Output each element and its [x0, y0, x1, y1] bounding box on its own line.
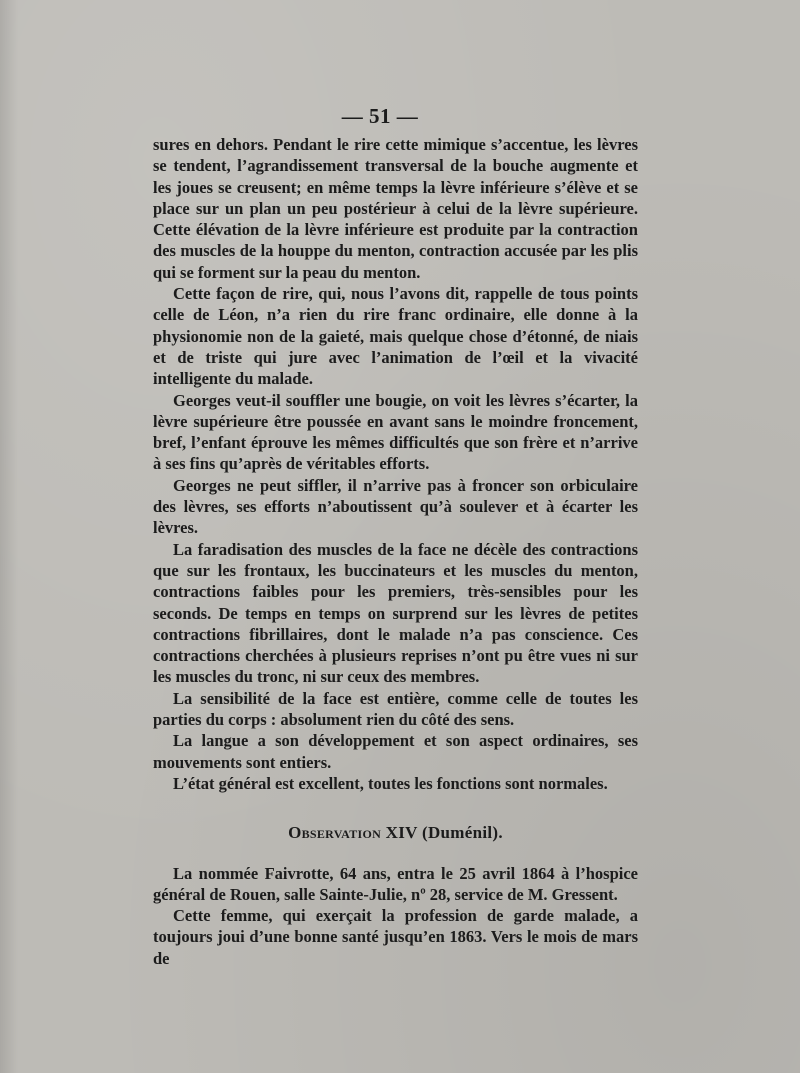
paragraph-1: sures en dehors. Pendant le rire cette mimique s’accentue, les lèvres se tendent, l’agrandissement transversal de la bouche augmente et les joues se creusent; en même temps la lèvre inférieure s’élève et se place sur un plan un peu postérieur à celui de la lèvre supérieure. Cette élévation de la lèvre inférieure est produite par la contraction des muscles de la houppe du menton, contraction accusée par les plis qui se forment sur la peau du menton. — [153, 135, 638, 282]
observation-name: (Duménil). — [422, 823, 503, 843]
paragraph-6: La sensibilité de la face est entière, comme celle de toutes les parties du corps : absolument rien du côté des sens. — [153, 688, 638, 730]
paragraph-8: L’état général est excellent, toutes les fonctions sont normales. — [173, 773, 608, 793]
paragraph-2: Cette façon de rire, qui, nous l’avons dit, rappelle de tous points celle de Léon, n’a rien du rire franc ordinaire, elle donne à la physionomie non de la gaieté, mais quelque chose d’étonné, de niais et de triste qui jure avec l’animation de l’œil et la vivacité intelligente du malade. — [153, 284, 638, 389]
observation-paragraph-2: Cette femme, qui exerçait la profession de garde malade, a toujours joui d’une bonne santé jusqu’en 1863. Vers le mois de mars de — [153, 906, 638, 968]
observation-label: Observation — [288, 823, 382, 843]
page-number: — 51 — — [341, 104, 419, 128]
paragraph-4: Georges ne peut siffler, il n’arrive pas à froncer son orbiculaire des lèvres, ses efforts n’aboutissent qu’à soulever et à écarter les lèvres. — [153, 475, 638, 538]
observation-number: XIV — [385, 823, 418, 843]
observation-paragraph-1: La nommée Faivrotte, 64 ans, entra le 25 avril 1864 à l’hospice général de Rouen, salle Sainte-Julie, nº 28, service de M. Gressent. — [153, 863, 638, 904]
observation-heading — [153, 822, 638, 843]
paragraph-3: Georges veut-il souffler une bougie, on voit les lèvres s’écarter, la lèvre supérieure être poussée en avant sans le moindre froncement, bref, l’enfant éprouve les mêmes difficultés que son frère et n’arrive à ses fins qu’après de véritables efforts. — [153, 390, 638, 474]
body-text — [153, 134, 638, 969]
paragraph-7: La langue a son développement et son aspect ordinaires, ses mouvements sont entiers. — [153, 731, 638, 772]
paragraph-5: La faradisation des muscles de la face ne décèle des contractions que sur les frontaux, les buccinateurs et les muscles du menton, contractions faibles pour les premiers, très-sensibles pour les seconds. De temps en temps on surprend sur les lèvres de petites contractions fibrillaires, dont le malade n’a pas conscience. Ces contractions cherchées à plusieurs reprises n’ont pu être vues ni sur les muscles du tronc, ni sur ceux des membres. — [153, 539, 638, 687]
